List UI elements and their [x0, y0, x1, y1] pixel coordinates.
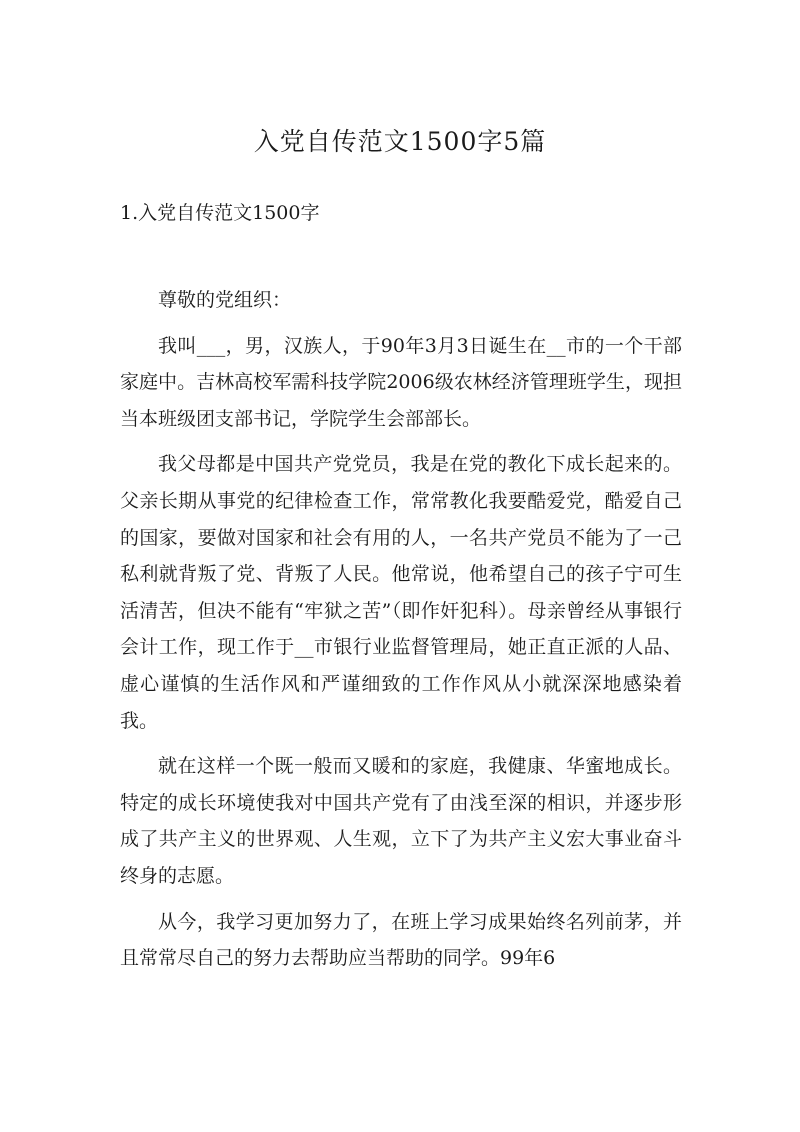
paragraph: 我父母都是中国共产党党员，我是在党的教化下成长起来的。父亲长期从事党的纪律检查工作，常常教化我要酷爱党，酷爱自己的国家，要做对国家和社会有用的人，一名共产党员不能为了一己私利就背叛了党、背叛了人民。他常说，他希望自己的孩子宁可生活清苦，但决不能有“牢狱之苦”（即作奸犯科）。母亲曾经从事银行会计工作，现工作于__市银行业监督管理局，她正直正派的人品、虚心谨慎的生活作风和严谨细致的工作作风从小就深深地感染着我。 — [120, 453, 682, 732]
paragraph: 从今，我学习更加努力了，在班上学习成果始终名列前茅，并且常常尽自己的努力去帮助应当帮助的同学。99年6 — [120, 910, 682, 970]
paragraph: 就在这样一个既一般而又暖和的家庭，我健康、华蜜地成长。特定的成长环境使我对中国共产党有了由浅至深的相识，并逐步形成了共产主义的世界观、人生观，立下了为共产主义宏大事业奋斗终身的志愿。 — [120, 755, 682, 887]
salutation: 尊敬的党组织： — [158, 289, 292, 311]
section-heading: 1.入党自传范文1500字 — [120, 202, 320, 224]
document-title: 入党自传范文1500字5篇 — [253, 127, 547, 156]
paragraph: 我叫___，男，汉族人，于90年3月3日诞生在__市的一个干部家庭中。吉林高校军需科技学院2006级农林经济管理班学生，现担当本班级团支部书记，学院学生会部部长。 — [120, 334, 682, 430]
body-text — [120, 282, 682, 986]
